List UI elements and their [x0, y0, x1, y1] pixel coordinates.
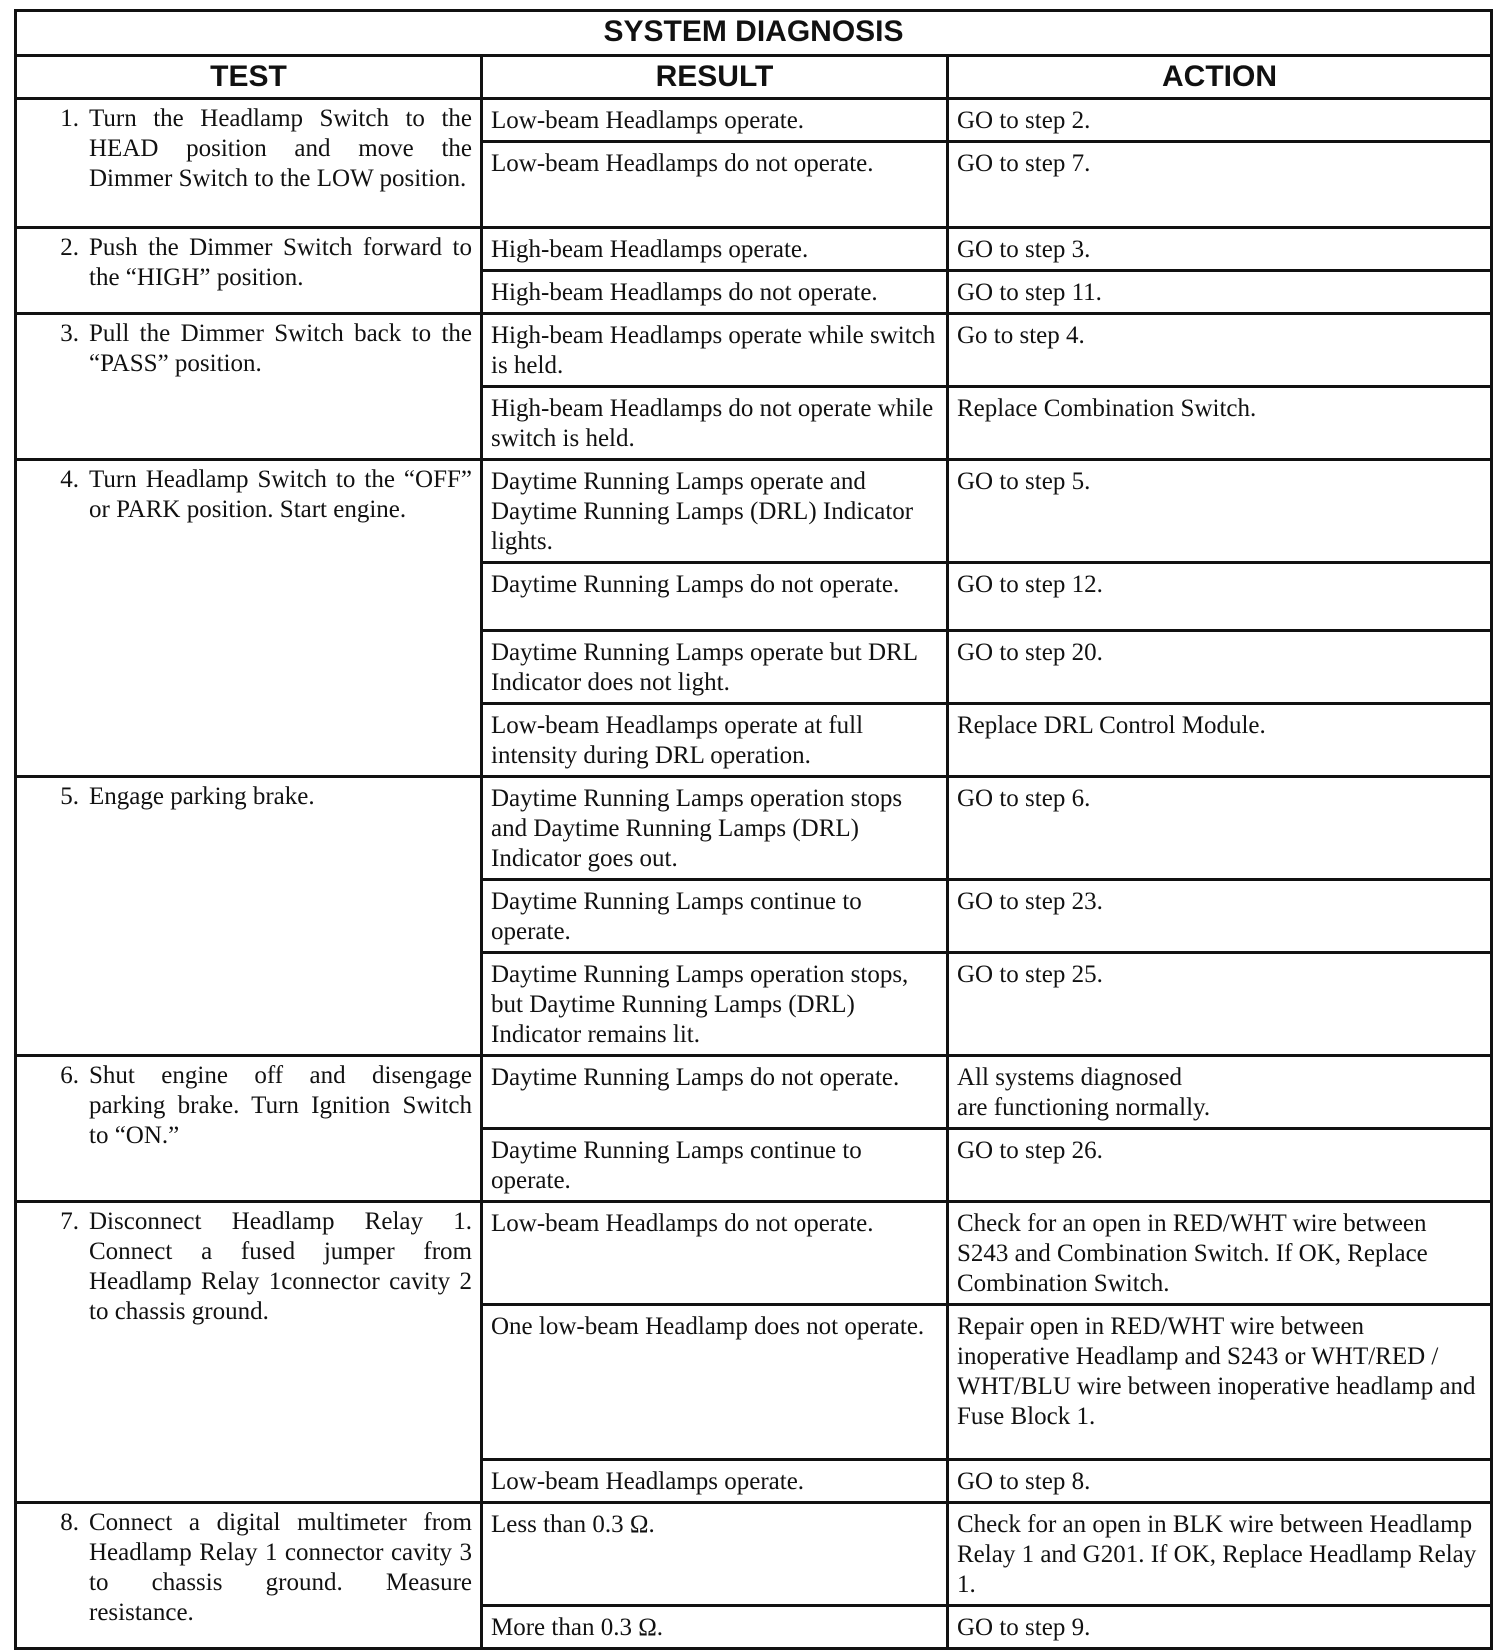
- result-cell: Daytime Running Lamps operation stops and Daytime Running Lamps (DRL) Indicator goes out.: [482, 777, 948, 880]
- table-row: [16, 228, 1492, 271]
- step-instruction: Turn the Headlamp Switch to the HEAD position and move the Dimmer Switch to the LOW position.: [89, 105, 472, 192]
- step-instruction: Disconnect Headlamp Relay 1. Connect a fused jumper from Headlamp Relay 1connector cavity 2 to chassis ground.: [89, 1208, 472, 1325]
- action-cell: GO to step 2.: [948, 99, 1492, 142]
- step-number: 8.: [60, 1509, 79, 1536]
- step-instruction: Shut engine off and disengage parking brake. Turn Ignition Switch to “ON.”: [89, 1062, 472, 1149]
- step-instruction: Push the Dimmer Switch forward to the “HIGH” position.: [89, 234, 472, 291]
- action-cell: GO to step 5.: [948, 460, 1492, 563]
- table-row: [16, 1056, 1492, 1129]
- result-cell: Daytime Running Lamps do not operate.: [482, 1056, 948, 1129]
- step-instruction: Pull the Dimmer Switch back to the “PASS” position.: [89, 320, 472, 377]
- action-cell: GO to step 9.: [948, 1606, 1492, 1649]
- table-title: SYSTEM DIAGNOSIS: [16, 11, 1492, 56]
- result-cell: Low-beam Headlamps operate.: [482, 1460, 948, 1503]
- result-cell: Daytime Running Lamps continue to operate.: [482, 880, 948, 953]
- action-cell: Check for an open in BLK wire between Headlamp Relay 1 and G201. If OK, Replace Headlamp Relay 1.: [948, 1503, 1492, 1606]
- column-header-action: ACTION: [948, 56, 1492, 99]
- result-cell: Low-beam Headlamps do not operate.: [482, 1202, 948, 1305]
- result-cell: High-beam Headlamps do not operate.: [482, 271, 948, 314]
- table-row: [16, 314, 1492, 387]
- action-cell: GO to step 6.: [948, 777, 1492, 880]
- result-cell: One low-beam Headlamp does not operate.: [482, 1305, 948, 1460]
- action-cell: GO to step 23.: [948, 880, 1492, 953]
- result-cell: Less than 0.3 Ω.: [482, 1503, 948, 1606]
- action-cell: Replace DRL Control Module.: [948, 704, 1492, 777]
- column-header-result: RESULT: [482, 56, 948, 99]
- table-body: [16, 99, 1492, 1649]
- action-cell: All systems diagnosed are functioning normally.: [948, 1056, 1492, 1129]
- result-cell: High-beam Headlamps do not operate while switch is held.: [482, 387, 948, 460]
- result-cell: Low-beam Headlamps operate.: [482, 99, 948, 142]
- action-cell: GO to step 26.: [948, 1129, 1492, 1202]
- table-row: [16, 460, 1492, 563]
- action-cell: GO to step 3.: [948, 228, 1492, 271]
- action-cell: GO to step 7.: [948, 142, 1492, 228]
- step-number: 6.: [60, 1062, 79, 1089]
- result-cell: High-beam Headlamps operate while switch is held.: [482, 314, 948, 387]
- action-cell: GO to step 20.: [948, 631, 1492, 704]
- table-row: [16, 1202, 1492, 1305]
- test-step-cell: [16, 1056, 482, 1202]
- action-cell: GO to step 8.: [948, 1460, 1492, 1503]
- step-number: 2.: [60, 234, 79, 261]
- action-cell: GO to step 11.: [948, 271, 1492, 314]
- test-step-cell: [16, 228, 482, 314]
- table-row: [16, 99, 1492, 142]
- test-step-cell: [16, 1503, 482, 1649]
- action-cell: Go to step 4.: [948, 314, 1492, 387]
- table-row: [16, 777, 1492, 880]
- table-row: [16, 1503, 1492, 1606]
- column-header-test: TEST: [16, 56, 482, 99]
- action-cell: Repair open in RED/WHT wire between inoperative Headlamp and S243 or WHT/RED / WHT/BLU wire between inoperative headlamp and Fuse Block 1.: [948, 1305, 1492, 1460]
- test-step-cell: [16, 777, 482, 1056]
- result-cell: High-beam Headlamps operate.: [482, 228, 948, 271]
- step-number: 7.: [60, 1208, 79, 1235]
- test-step-cell: [16, 99, 482, 228]
- result-cell: Daytime Running Lamps operate but DRL Indicator does not light.: [482, 631, 948, 704]
- action-cell: Replace Combination Switch.: [948, 387, 1492, 460]
- test-step-cell: [16, 460, 482, 777]
- action-cell: Check for an open in RED/WHT wire between S243 and Combination Switch. If OK, Replace Combination Switch.: [948, 1202, 1492, 1305]
- result-cell: Low-beam Headlamps do not operate.: [482, 142, 948, 228]
- step-number: 1.: [60, 105, 79, 132]
- result-cell: Daytime Running Lamps operate and Daytime Running Lamps (DRL) Indicator lights.: [482, 460, 948, 563]
- step-number: 3.: [60, 320, 79, 347]
- result-cell: More than 0.3 Ω.: [482, 1606, 948, 1649]
- action-cell: GO to step 25.: [948, 953, 1492, 1056]
- result-cell: Low-beam Headlamps operate at full intensity during DRL operation.: [482, 704, 948, 777]
- system-diagnosis-table: [14, 9, 1493, 1650]
- test-step-cell: [16, 314, 482, 460]
- diagnosis-page: [14, 9, 1490, 1650]
- test-step-cell: [16, 1202, 482, 1503]
- step-instruction: Connect a digital multimeter from Headlamp Relay 1 connector cavity 3 to chassis ground. Measure resistance.: [89, 1509, 472, 1626]
- step-instruction: Turn Headlamp Switch to the “OFF” or PARK position. Start engine.: [89, 466, 472, 523]
- result-cell: Daytime Running Lamps continue to operate.: [482, 1129, 948, 1202]
- result-cell: Daytime Running Lamps do not operate.: [482, 563, 948, 631]
- step-instruction: Engage parking brake.: [89, 783, 315, 810]
- action-cell: GO to step 12.: [948, 563, 1492, 631]
- result-cell: Daytime Running Lamps operation stops, but Daytime Running Lamps (DRL) Indicator remains lit.: [482, 953, 948, 1056]
- step-number: 5.: [60, 783, 79, 810]
- step-number: 4.: [60, 466, 79, 493]
